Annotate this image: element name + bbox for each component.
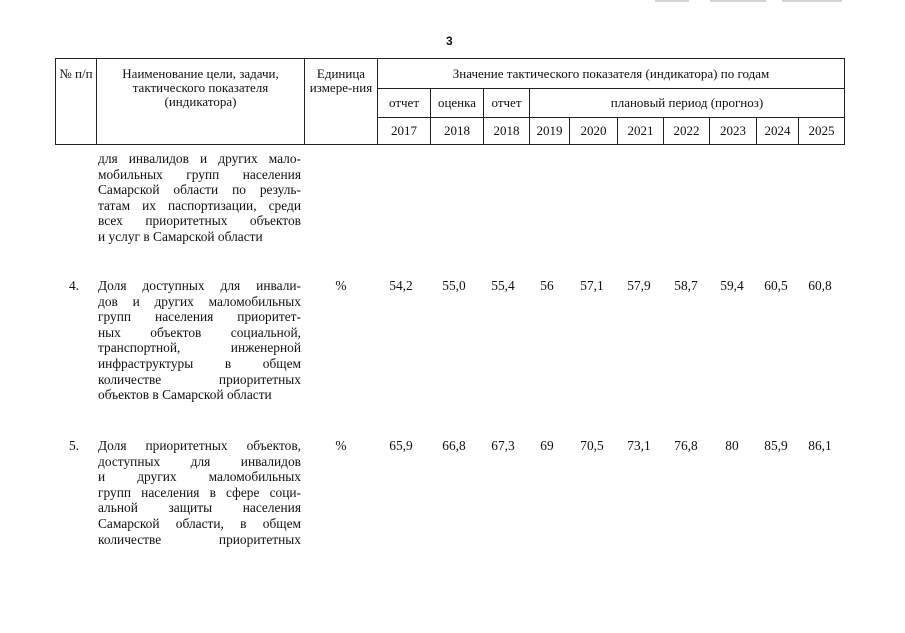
text-line: количестве приоритетных (98, 531, 301, 547)
value-cell: 57,1 (580, 278, 604, 293)
value-cell: 55,0 (442, 278, 466, 293)
header-year: 2017 (378, 118, 431, 145)
continuation-text (98, 151, 301, 245)
text-line: Доля доступных для инвали- (98, 278, 301, 293)
text-line: и услуг в Самарской области (98, 228, 263, 244)
value-cell: 80 (725, 438, 739, 453)
row-number: 5. (68, 438, 80, 453)
value-cell: 85,9 (764, 438, 788, 453)
text-line: всех приоритетных объектов (98, 213, 301, 229)
value-cell: 69 (540, 438, 554, 453)
value-cell: 58,7 (674, 278, 698, 293)
row-unit: % (335, 438, 347, 453)
text-line: групп населения приоритет- (98, 309, 301, 325)
text-line: мобильных групп населения (98, 166, 301, 182)
value-cell: 67,3 (491, 438, 515, 453)
text-line: татам их паспортизации, среди (98, 197, 301, 213)
header-year: 2024 (757, 118, 799, 145)
text-line: Самарской области, в общем (98, 515, 301, 531)
text-line: групп населения в сфере соци- (98, 484, 301, 500)
header-sub-report: отчет (378, 89, 431, 118)
text-line: инфраструктуры в общем (98, 355, 301, 371)
value-cell: 60,5 (764, 278, 788, 293)
text-line: Самарской области по резуль- (98, 182, 301, 198)
header-year: 2018 (484, 118, 530, 145)
value-cell: 65,9 (389, 438, 413, 453)
text-line: ных объектов социальной, (98, 324, 301, 340)
value-cell: 76,8 (674, 438, 698, 453)
value-cell: 59,4 (720, 278, 744, 293)
text-line: Доля приоритетных объектов, (98, 438, 301, 453)
text-line: доступных для инвалидов (98, 453, 301, 469)
header-sub-report2: отчет (484, 89, 530, 118)
row-unit: % (335, 278, 347, 293)
value-cell: 56 (540, 278, 554, 293)
value-cell: 70,5 (580, 438, 604, 453)
value-cell: 54,2 (389, 278, 413, 293)
text-line: объектов в Самарской области (98, 387, 272, 403)
header-unit: Единица измере-ния (305, 59, 378, 145)
header-year: 2018 (431, 118, 484, 145)
text-line: и других маломобильных (98, 469, 301, 485)
value-cell: 60,8 (808, 278, 832, 293)
row-number: 4. (68, 278, 80, 293)
page-number: 3 (446, 34, 453, 48)
header-name: Наименование цели, задачи, тактического показателя (индикатора) (97, 59, 305, 145)
value-cell: 55,4 (491, 278, 515, 293)
row-indicator-text (98, 438, 301, 547)
text-line: количестве приоритетных (98, 371, 301, 387)
header-year: 2023 (710, 118, 757, 145)
text-line: транспортной, инженерной (98, 340, 301, 356)
header-values: Значение тактического показателя (индикатора) по годам (378, 59, 845, 89)
header-num: № п/п (56, 59, 97, 145)
value-cell: 66,8 (442, 438, 466, 453)
header-year: 2019 (530, 118, 570, 145)
header-sub-estimate: оценка (431, 89, 484, 118)
value-cell: 86,1 (808, 438, 832, 453)
header-year: 2025 (799, 118, 845, 145)
value-cell: 73,1 (627, 438, 651, 453)
header-sub-plan: плановый период (прогноз) (530, 89, 845, 118)
text-line: дов и других маломобильных (98, 293, 301, 309)
value-cell: 57,9 (627, 278, 651, 293)
text-line: для инвалидов и других мало- (98, 151, 301, 166)
text-line: альной защиты населения (98, 500, 301, 516)
header-year: 2021 (618, 118, 664, 145)
row-indicator-text (98, 278, 301, 403)
header-year: 2020 (570, 118, 618, 145)
header-year: 2022 (664, 118, 710, 145)
